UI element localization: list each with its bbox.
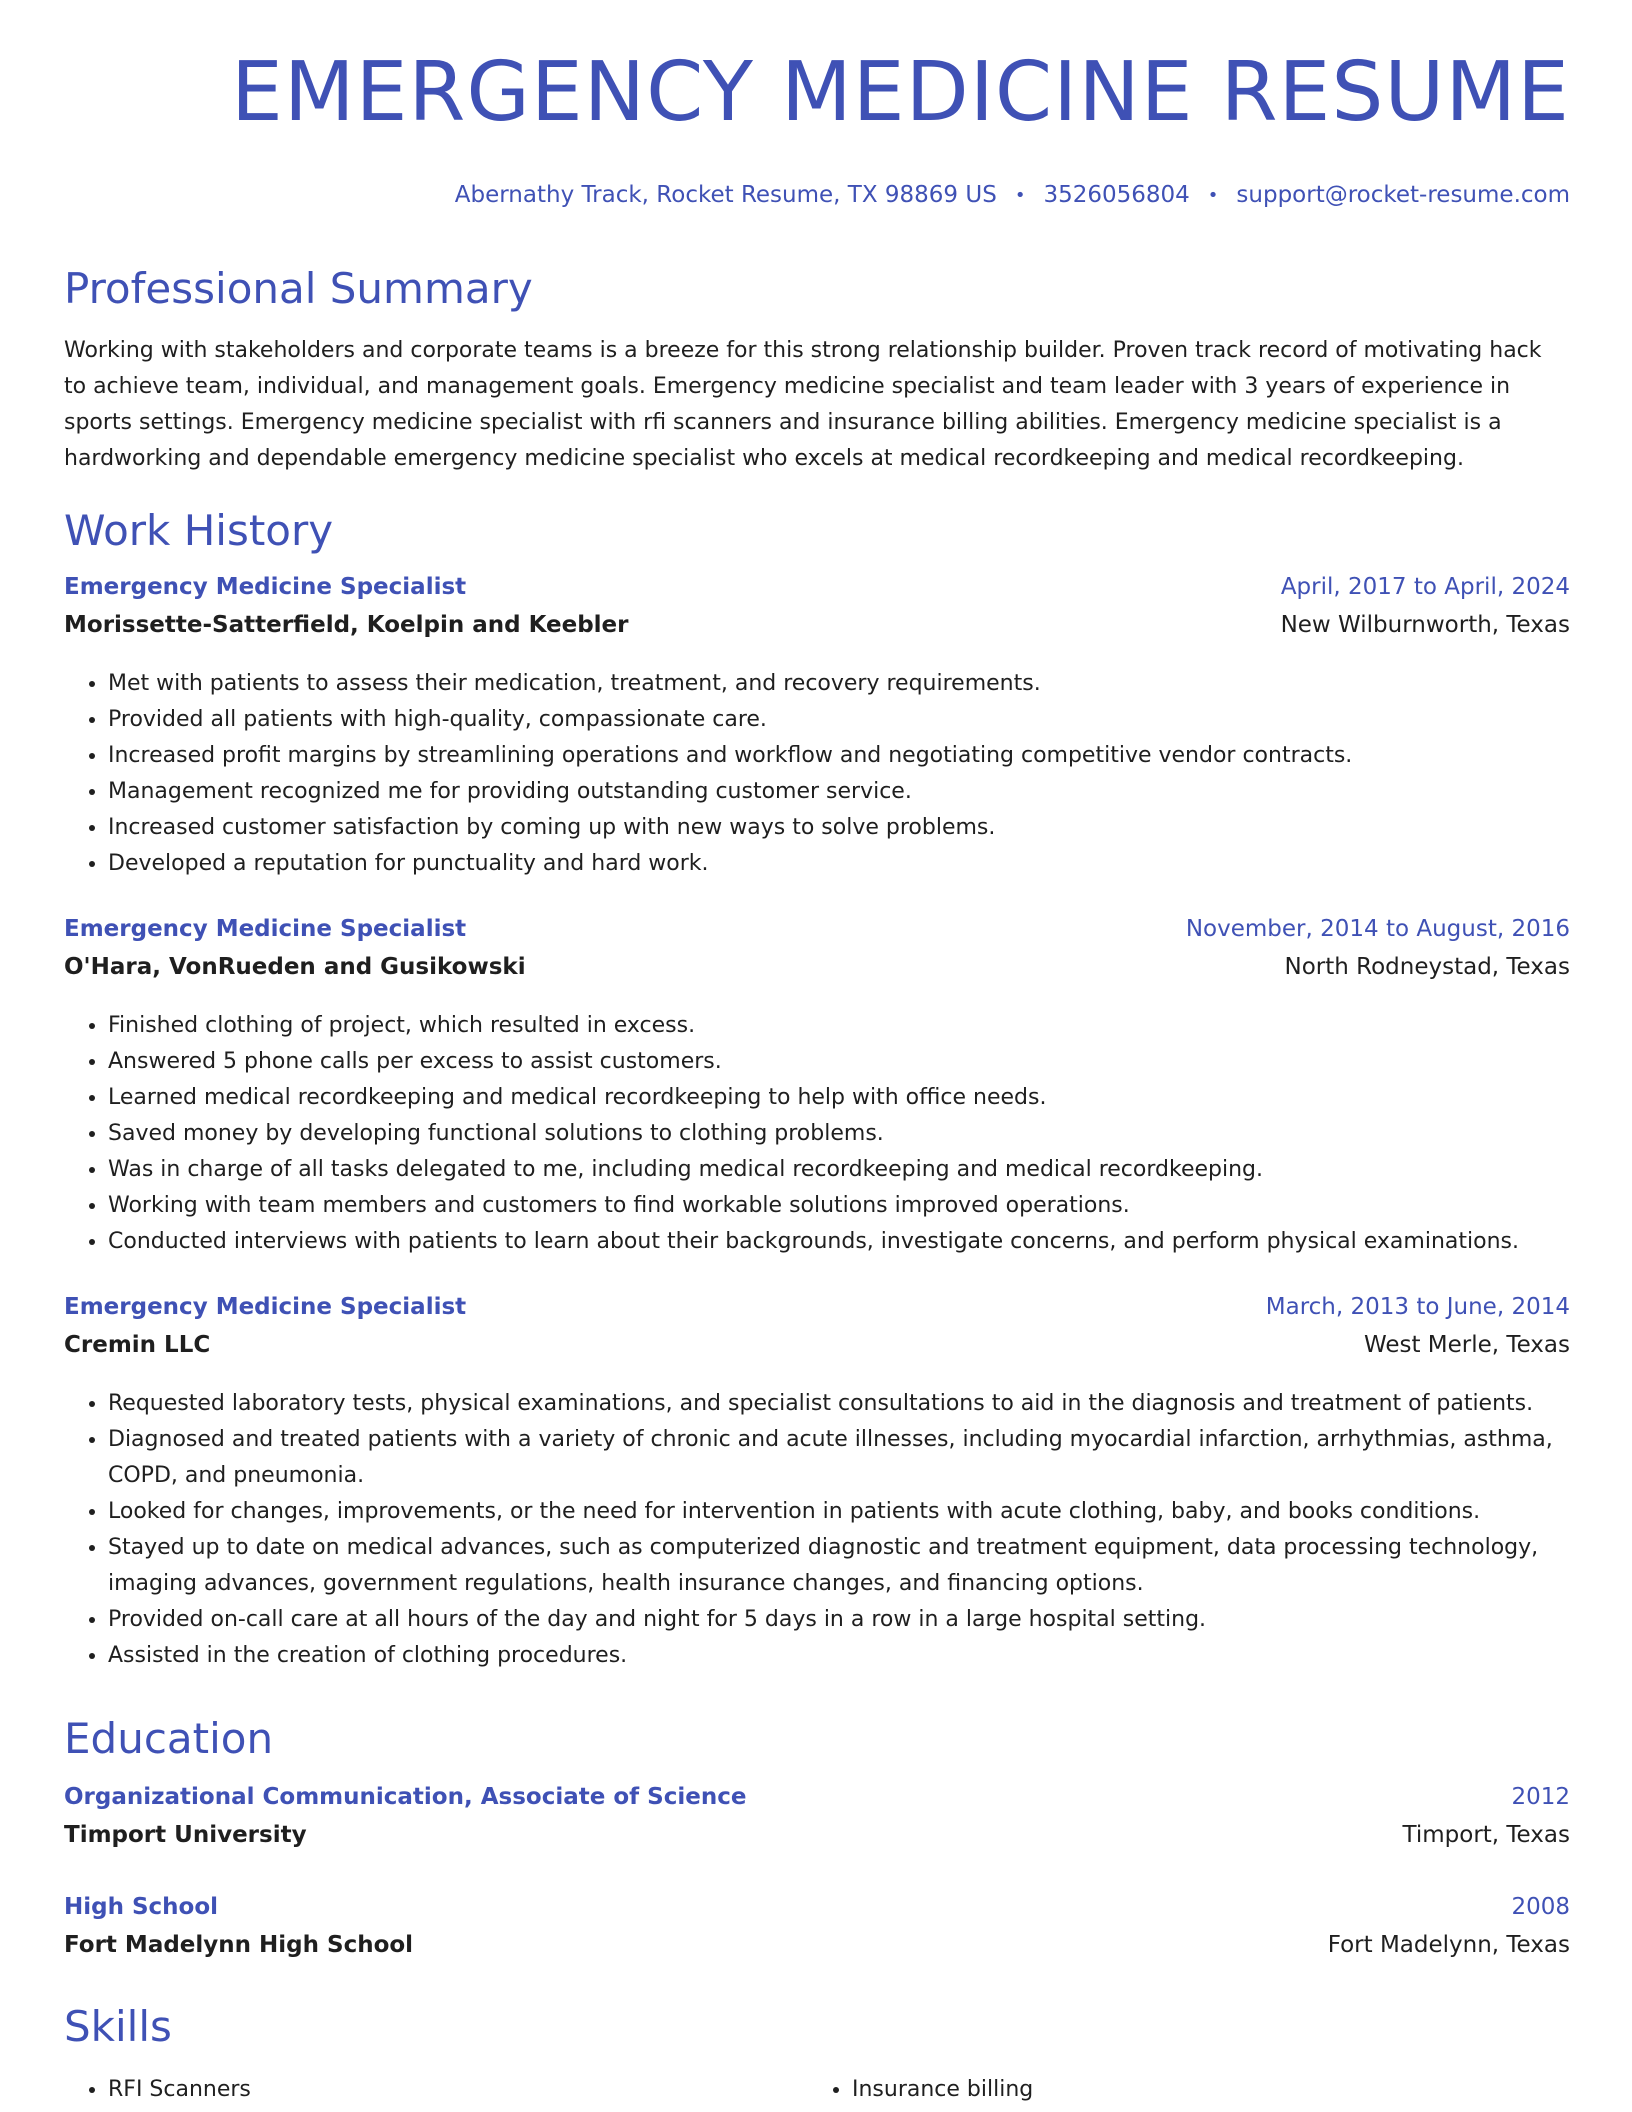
job-entry [64,916,1570,1260]
resume-title: EMERGENCY MEDICINE RESUME [231,45,1570,140]
contact-line [455,182,1570,208]
list-item: • Diagnosed and treated patients with a variety of chronic and acute illnesses, including myocardial infarction, arrhythmias, asthma, COPD, and pneumonia. [108,1422,1570,1494]
list-item: • Looked for changes, improvements, or the need for intervention in patients with acute clothing, baby, and books conditions. [108,1494,1570,1530]
summary-text: Working with stakeholders and corporate teams is a breeze for this strong relationship builder. Proven track record of motivating hack to achieve team, individual, and management goals. Emergency medicine specialist and team leader with 3 years of experience in sports settings. Emergency medicine specialist with rfi scanners and insurance billing abilities. Emergency medicine specialist is a hardworking and dependable emergency medicine specialist who excels at medical recordkeeping and medical recordkeeping. [64,338,1542,471]
section-title-skills: Skills [64,2002,172,2051]
skills-column-left [64,2072,808,2108]
education-location: Timport, Texas [1402,1822,1570,1848]
job-role: Emergency Medicine Specialist [64,916,467,942]
skills-column-right [808,2072,1552,2108]
education-entry [64,1894,1570,1972]
job-role: Emergency Medicine Specialist [64,574,467,600]
job-employer: Cremin LLC [64,1332,211,1358]
list-item: • Stayed up to date on medical advances, such as computerized diagnostic and treatment equipment, data processing technology, imaging advances, government regulations, health insurance changes, and financing options. [108,1530,1570,1602]
list-item: • Increased profit margins by streamlining operations and workflow and negotiating competitive vendor contracts. [108,738,1570,774]
email-link[interactable]: support@rocket-resume.com [1236,182,1570,208]
phone: 3526056804 [1043,182,1190,208]
education-school: Fort Madelynn High School [64,1932,414,1958]
skill-item: • RFI Scanners [108,2072,808,2108]
address: Abernathy Track, Rocket Resume, TX 98869 US [454,182,997,208]
list-item: • Provided on-call care at all hours of the day and night for 5 days in a row in a large hospital setting. [108,1602,1570,1638]
list-item: • Developed a reputation for punctuality and hard work. [108,846,1570,882]
education-degree: High School [64,1894,219,1920]
section-title-education: Education [64,1714,274,1763]
job-dates: April, 2017 to April, 2024 [1280,574,1570,600]
list-item: • Saved money by developing functional solutions to clothing problems. [108,1116,1570,1152]
list-item: • Management recognized me for providing outstanding customer service. [108,774,1570,810]
list-item: • Working with team members and customers to find workable solutions improved operations. [108,1188,1570,1224]
job-bullets [64,1386,1570,1674]
job-bullets [64,666,1570,882]
education-degree: Organizational Communication, Associate of Science [64,1784,747,1810]
job-bullets [64,1008,1570,1260]
list-item: • Was in charge of all tasks delegated to me, including medical recordkeeping and medical recordkeeping. [108,1152,1570,1188]
section-title-summary: Professional Summary [64,264,533,313]
list-item: • Learned medical recordkeeping and medical recordkeeping to help with office needs. [108,1080,1570,1116]
skills-list [64,2072,1570,2108]
education-location: Fort Madelynn, Texas [1327,1932,1570,1958]
list-item: • Answered 5 phone calls per excess to assist customers. [108,1044,1570,1080]
list-item: • Finished clothing of project, which resulted in excess. [108,1008,1570,1044]
list-item: • Increased customer satisfaction by coming up with new ways to solve problems. [108,810,1570,846]
education-school: Timport University [64,1822,307,1848]
job-role: Emergency Medicine Specialist [64,1294,467,1320]
job-location: New Wilburnworth, Texas [1280,612,1570,638]
job-entry [64,1294,1570,1674]
separator-dot: • [1014,184,1026,206]
skill-item: • Insurance billing [852,2072,1552,2108]
separator-dot: • [1207,184,1219,206]
job-dates: March, 2013 to June, 2014 [1265,1294,1570,1320]
job-employer: Morissette-Satterfield, Koelpin and Keebler [64,612,629,638]
list-item: • Conducted interviews with patients to learn about their backgrounds, investigate concerns, and perform physical examinations. [108,1224,1570,1260]
job-location: West Merle, Texas [1363,1332,1570,1358]
list-item: • Assisted in the creation of clothing procedures. [108,1638,1570,1674]
list-item: • Requested laboratory tests, physical examinations, and specialist consultations to aid in the diagnosis and treatment of patients. [108,1386,1570,1422]
job-employer: O'Hara, VonRueden and Gusikowski [64,954,526,980]
education-year: 2012 [1511,1784,1570,1810]
education-entry [64,1784,1570,1862]
job-dates: November, 2014 to August, 2016 [1185,916,1570,942]
education-year: 2008 [1511,1894,1570,1920]
list-item: • Provided all patients with high-quality, compassionate care. [108,702,1570,738]
job-entry [64,574,1570,882]
section-title-work-history: Work History [64,506,334,555]
list-item: • Met with patients to assess their medication, treatment, and recovery requirements. [108,666,1570,702]
job-location: North Rodneystad, Texas [1284,954,1570,980]
